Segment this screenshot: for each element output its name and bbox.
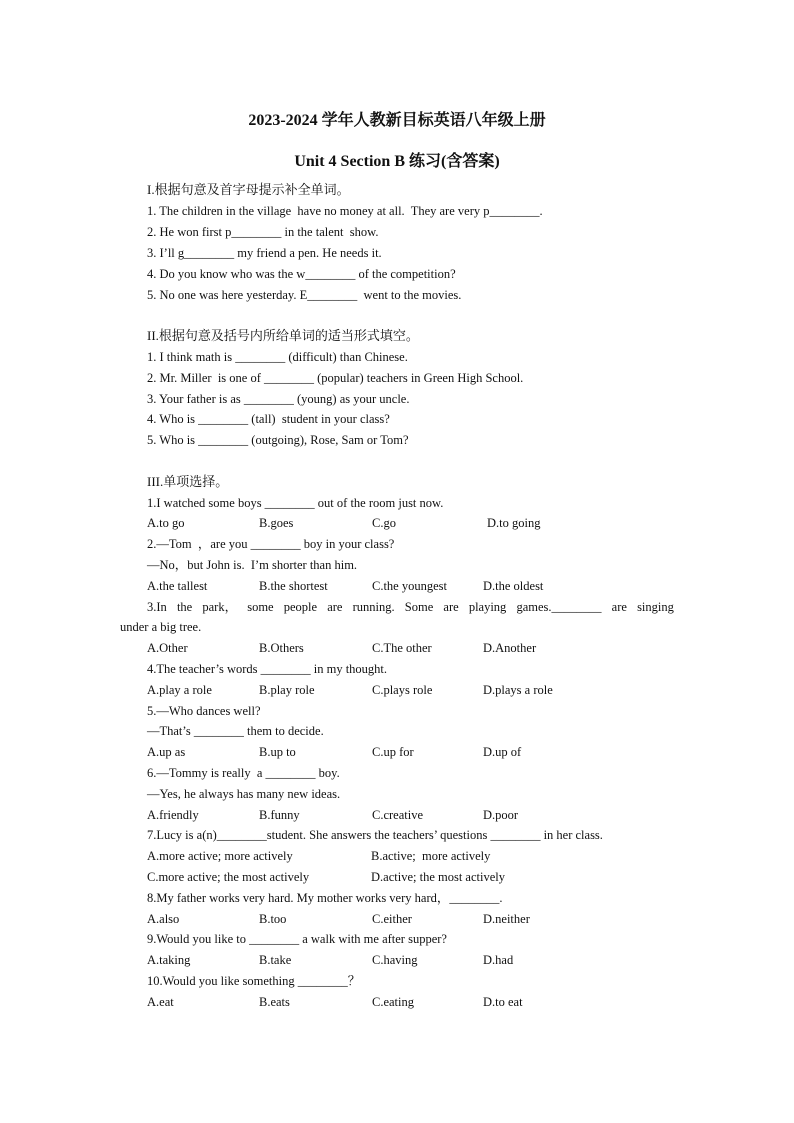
question-stem: 5.—Who dances well?	[147, 704, 261, 718]
option-b[interactable]: B.goes	[259, 516, 294, 530]
stem-word: are	[327, 600, 343, 614]
question-stem	[147, 599, 674, 615]
stem-word: park，	[202, 600, 238, 614]
option-c[interactable]: C.The other	[372, 641, 432, 655]
exercise-item: 5. No one was here yesterday. E________ went to the movies.	[147, 288, 462, 302]
question-stem: 6.—Tommy is really a ________ boy.	[147, 766, 340, 780]
document-subtitle: Unit 4 Section B 练习(含答案)	[294, 153, 500, 170]
option-a[interactable]: A.play a role	[147, 683, 212, 697]
options-row	[147, 640, 707, 656]
option-b[interactable]: B.active; more actively	[371, 849, 491, 863]
question-stem-line2: —Yes, he always has many new ideas.	[147, 787, 341, 801]
options-row	[147, 744, 707, 760]
option-b[interactable]: B.up to	[259, 745, 296, 759]
stem-word: running.	[352, 600, 395, 614]
options-row	[147, 515, 707, 531]
option-a[interactable]: A.the tallest	[147, 579, 208, 593]
option-d[interactable]: D.had	[483, 953, 514, 967]
question-stem: 10.Would you like something ________？	[147, 974, 361, 988]
option-d[interactable]: D.active; the most actively	[371, 870, 505, 884]
option-c[interactable]: C.plays role	[372, 683, 433, 697]
question-stem-line2: —That’s ________ them to decide.	[147, 724, 324, 738]
option-c[interactable]: C.either	[372, 912, 412, 926]
stem-word: are	[611, 600, 627, 614]
question-stem: 4.The teacher’s words ________ in my thought.	[147, 662, 388, 676]
exercise-item: 4. Do you know who was the w________ of the competition?	[147, 267, 456, 281]
option-a[interactable]: A.up as	[147, 745, 186, 759]
options-row	[147, 578, 707, 594]
option-a[interactable]: A.taking	[147, 953, 191, 967]
option-b[interactable]: B.too	[259, 912, 287, 926]
stem-word: are	[443, 600, 459, 614]
option-d[interactable]: D.plays a role	[483, 683, 553, 697]
options-row	[147, 952, 707, 968]
option-a[interactable]: A.Other	[147, 641, 188, 655]
option-a[interactable]: A.more active; more actively	[147, 849, 293, 863]
question-stem-line2: —No，but John is. I’m shorter than him.	[147, 558, 358, 572]
document-title: 2023-2024 学年人教新目标英语八年级上册	[248, 112, 546, 129]
exercise-item: 1. I think math is ________ (difficult) than Chinese.	[147, 350, 408, 364]
option-d[interactable]: D.Another	[483, 641, 537, 655]
options-row	[147, 869, 707, 885]
option-a[interactable]: A.to go	[147, 516, 185, 530]
exercise-item: 5. Who is ________ (outgoing), Rose, Sam or Tom?	[147, 433, 409, 447]
options-row	[147, 807, 707, 823]
stem-word: singing	[637, 600, 674, 614]
option-c[interactable]: C.creative	[372, 808, 424, 822]
exercise-item: 1. The children in the village have no money at all. They are very p________.	[147, 204, 543, 218]
option-b[interactable]: B.Others	[259, 641, 304, 655]
question-stem: 1.I watched some boys ________ out of the room just now.	[147, 496, 444, 510]
question-stem: 2.—Tom ，are you ________ boy in your class?	[147, 537, 395, 551]
section-heading-3: III.单项选择。	[147, 474, 229, 489]
option-d[interactable]: D.up of	[483, 745, 522, 759]
question-stem-line2: under a big tree.	[120, 620, 202, 634]
option-a[interactable]: A.friendly	[147, 808, 199, 822]
option-b[interactable]: B.funny	[259, 808, 300, 822]
stem-word: the	[176, 600, 193, 614]
options-row	[147, 848, 707, 864]
option-a[interactable]: A.also	[147, 912, 180, 926]
question-stem: 7.Lucy is a(n)________student. She answers the teachers’ questions ________ in her class.	[147, 828, 603, 842]
stem-word: playing	[468, 600, 507, 614]
option-d[interactable]: D.the oldest	[483, 579, 544, 593]
stem-word: people	[283, 600, 318, 614]
stem-word: games.________	[516, 600, 602, 614]
stem-word: some	[247, 600, 274, 614]
options-row	[147, 911, 707, 927]
options-row	[147, 994, 707, 1010]
question-stem: 9.Would you like to ________ a walk with me after supper?	[147, 932, 447, 946]
stem-word: Some	[404, 600, 434, 614]
exercise-item: 2. Mr. Miller is one of ________ (popular) teachers in Green High School.	[147, 371, 524, 385]
option-b[interactable]: B.the shortest	[259, 579, 328, 593]
option-d[interactable]: D.to going	[487, 516, 541, 530]
option-a[interactable]: A.eat	[147, 995, 174, 1009]
option-c[interactable]: C.up for	[372, 745, 414, 759]
options-row	[147, 682, 707, 698]
option-c[interactable]: C.go	[372, 516, 396, 530]
option-c[interactable]: C.more active; the most actively	[147, 870, 310, 884]
option-b[interactable]: B.take	[259, 953, 292, 967]
exercise-item: 3. Your father is as ________ (young) as your uncle.	[147, 392, 410, 406]
option-c[interactable]: C.eating	[372, 995, 415, 1009]
section-heading-2: II.根据句意及括号内所给单词的适当形式填空。	[147, 328, 419, 343]
option-b[interactable]: B.eats	[259, 995, 290, 1009]
question-stem: 8.My father works very hard. My mother works very hard，________.	[147, 891, 503, 905]
option-c[interactable]: C.having	[372, 953, 418, 967]
exercise-item: 3. I’ll g________ my friend a pen. He needs it.	[147, 246, 382, 260]
option-c[interactable]: C.the youngest	[372, 579, 447, 593]
exercise-item: 2. He won first p________ in the talent show.	[147, 225, 379, 239]
option-b[interactable]: B.play role	[259, 683, 315, 697]
option-d[interactable]: D.to eat	[483, 995, 523, 1009]
stem-word: 3.In	[147, 600, 167, 614]
exercise-item: 4. Who is ________ (tall) student in your class?	[147, 412, 390, 426]
option-d[interactable]: D.neither	[483, 912, 530, 926]
section-heading-1: I.根据句意及首字母提示补全单词。	[147, 182, 350, 197]
option-d[interactable]: D.poor	[483, 808, 519, 822]
